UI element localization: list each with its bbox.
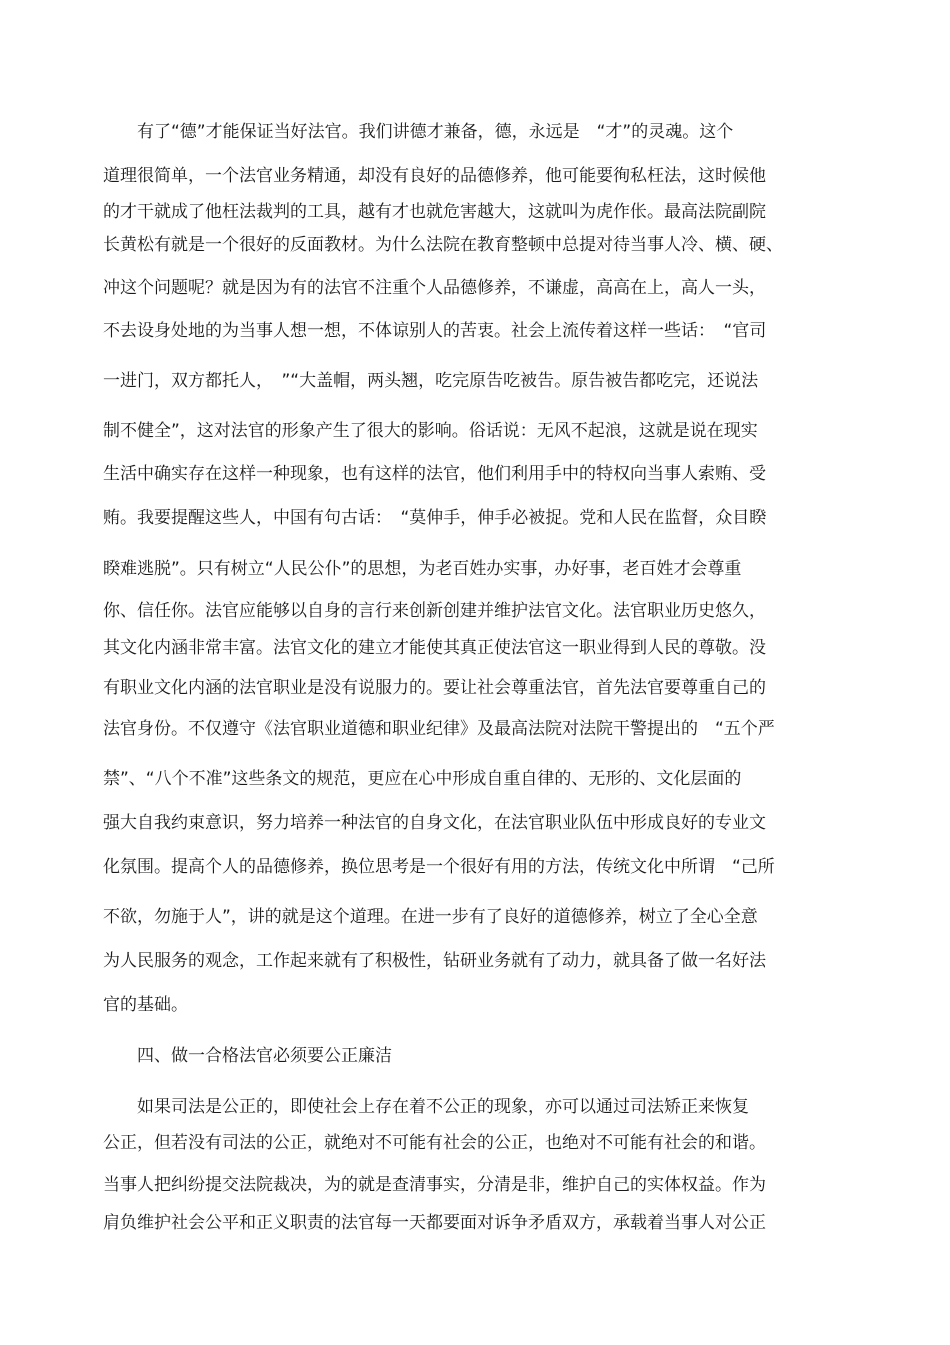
paragraph-line: 为人民服务的观念，工作起来就有了积极性，钻研业务就有了动力，就具备了做一名好法	[103, 951, 766, 971]
paragraph-line: 你、信任你。法官应能够以自身的言行来创新创建并维护法官文化。法官职业历史悠久，	[103, 601, 766, 621]
paragraph-line: 如果司法是公正的，即使社会上存在着不公正的现象，亦可以通过司法矫正来恢复	[103, 1097, 749, 1117]
paragraph-line: 道理很简单，一个法官业务精通，却没有良好的品德修养，他可能要徇私枉法，这时候他	[103, 166, 766, 186]
paragraph-line: 公正，但若没有司法的公正，就绝对不可能有社会的公正，也绝对不可能有社会的和谐。	[103, 1133, 766, 1153]
paragraph-line: 长黄松有就是一个很好的反面教材。为什么法院在教育整顿中总提对待当事人冷、横、硬、	[103, 235, 783, 255]
paragraph-line: 有了“德”才能保证当好法官。我们讲德才兼备，德，永远是 “才”的灵魂。这个	[103, 122, 734, 142]
paragraph-line: 睽难逃脱”。只有树立“人民公仆”的思想，为老百姓办实事，办好事，老百姓才会尊重	[103, 559, 742, 579]
paragraph-line: 化氛围。提高个人的品德修养，换位思考是一个很好有用的方法，传统文化中所谓 “己所	[103, 857, 775, 877]
paragraph-line: 肩负维护社会公平和正义职责的法官每一天都要面对诉争矛盾双方，承载着当事人对公正	[103, 1213, 766, 1233]
paragraph-line: 不去设身处地的为当事人想一想，不体谅别人的苦衷。社会上流传着这样一些话： “官司	[103, 321, 767, 341]
paragraph-line: 禁”、“八个不准”这些条文的规范，更应在心中形成自重自律的、无形的、文化层面的	[103, 769, 742, 789]
paragraph-line: 不欲，勿施于人”，讲的就是这个道理。在进一步有了良好的道德修养，树立了全心全意	[103, 907, 758, 927]
paragraph-line: 生活中确实存在这样一种现象，也有这样的法官，他们利用手中的特权向当事人索贿、受	[103, 464, 766, 484]
paragraph-line: 冲这个问题呢？就是因为有的法官不注重个人品德修养，不谦虚，高高在上，高人一头，	[103, 278, 766, 298]
section-heading: 四、做一合格法官必须要公正廉洁	[103, 1046, 392, 1066]
paragraph-line: 有职业文化内涵的法官职业是没有说服力的。要让社会尊重法官，首先法官要尊重自己的	[103, 678, 766, 698]
paragraph-line: 其文化内涵非常丰富。法官文化的建立才能使其真正使法官这一职业得到人民的尊敬。没	[103, 638, 766, 658]
paragraph-line: 法官身份。不仅遵守《法官职业道德和职业纪律》及最高法院对法院干警提出的 “五个严	[103, 719, 775, 739]
paragraph-line: 当事人把纠纷提交法院裁决，为的就是查清事实，分清是非，维护自己的实体权益。作为	[103, 1175, 766, 1195]
paragraph-line: 一进门，双方都托人， ”“大盖帽，两头翘，吃完原告吃被告。原告被告都吃完，还说法	[103, 371, 759, 391]
paragraph-line: 制不健全”，这对法官的形象产生了很大的影响。俗话说：无风不起浪，这就是说在现实	[103, 421, 758, 441]
paragraph-line: 官的基础。	[103, 995, 188, 1015]
paragraph-line: 的才干就成了他枉法裁判的工具，越有才也就危害越大，这就叫为虎作伥。最高法院副院	[103, 202, 766, 222]
paragraph-line: 贿。我要提醒这些人，中国有句古话： “莫伸手，伸手必被捉。党和人民在监督，众目睽	[103, 508, 767, 528]
paragraph-line: 强大自我约束意识，努力培养一种法官的自身文化，在法官职业队伍中形成良好的专业文	[103, 813, 766, 833]
